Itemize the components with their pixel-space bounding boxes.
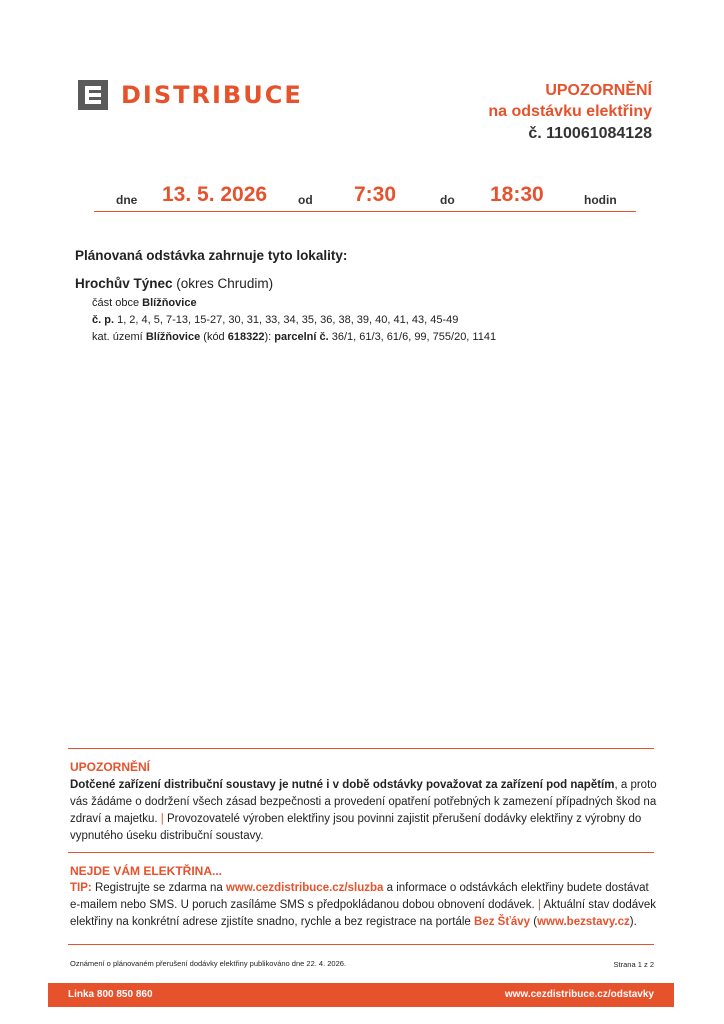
warning-heading: UPOZORNĚNÍ — [70, 760, 151, 774]
outage-from-time: 7:30 — [354, 183, 397, 206]
page-number: Strana 1 z 2 — [613, 960, 654, 969]
warning-text-2: Provozovatelé výroben elektřiny jsou povinni zajistit přerušení dodávky elektřiny z výrobny do vypnutého úseku distribuční soustavy. — [70, 813, 642, 842]
parcels-line — [92, 331, 496, 343]
paren-close: ). — [629, 916, 637, 928]
notice-title-line2: na odstávku elektřiny — [488, 103, 652, 120]
cadastre-code: 618322 — [227, 331, 265, 343]
part-line — [92, 297, 197, 309]
cadastre-label: kat. území — [92, 331, 143, 343]
part-label: část obce — [92, 297, 140, 309]
parcel-numbers: 36/1, 61/3, 61/6, 99, 755/20, 1141 — [331, 331, 497, 343]
footer-bar — [48, 983, 674, 1007]
outages-url[interactable]: www.cezdistribuce.cz/odstavky — [504, 989, 654, 1000]
hours-label: hodin — [584, 193, 617, 207]
no-power-body — [70, 880, 660, 931]
divider — [68, 748, 654, 749]
warning-text-1: , a proto vás žádáme o dodržení všech zásad bezpečnosti a provedení opatření potřebných k zamezení případných škod na zdraví a majetku. — [70, 779, 657, 825]
district: (okres Chrudim) — [176, 276, 274, 291]
hotline[interactable]: Linka 800 850 860 — [68, 989, 153, 1000]
code-label: (kód — [203, 331, 225, 343]
warning-bold-text: Dotčené zařízení distribuční soustavy je nutné i v době odstávky považovat za zařízení pod napětím — [70, 779, 615, 791]
divider — [68, 944, 654, 945]
paren-open: ( — [533, 916, 538, 928]
outage-date: 13. 5. 2026 — [162, 183, 268, 206]
code-suffix: ): — [264, 331, 272, 343]
from-label: od — [298, 193, 313, 207]
cez-logo-icon — [78, 80, 108, 110]
notice-number: č. 110061084128 — [528, 125, 652, 142]
outage-to-time: 18:30 — [490, 183, 544, 206]
portal-name: Bez Šťávy — [474, 916, 531, 928]
tip-text-3: Aktuální stav dodávek elektřiny na konkrétní adrese zjistíte snadno, rychle a bez registrace na portále — [70, 899, 657, 928]
scope-heading: Plánovaná odstávka zahrnuje tyto lokality: — [75, 248, 348, 263]
outage-date-row — [94, 182, 636, 212]
brand-logo — [78, 80, 303, 110]
notice-title-line1: UPOZORNĚNÍ — [545, 82, 652, 99]
parcels-label: parcelní č. — [274, 331, 329, 343]
no-power-heading: NEJDE VÁM ELEKTŘINA... — [70, 864, 223, 878]
warning-body — [70, 777, 660, 845]
date-label: dne — [116, 193, 138, 207]
notice-title — [488, 81, 652, 145]
service-link[interactable]: www.cezdistribuce.cz/sluzba — [225, 882, 384, 894]
divider — [68, 852, 654, 853]
tip-text-2: a informace o odstávkách elektřiny budete dostávat e-mailem nebo SMS. U poruch zasíláme SMS s předpokládanou dobou obnovení dodávek. — [70, 882, 649, 911]
tip-text-1: Registrujte se zdarma na — [94, 882, 223, 894]
separator: | — [537, 899, 541, 911]
bezstavy-link[interactable]: www.bezstavy.cz — [537, 916, 630, 928]
part-name: Blížňovice — [142, 297, 197, 309]
published-note: Oznámení o plánovaném přerušení dodávky elektřiny publikováno dne 22. 4. 2026. — [70, 959, 347, 968]
houses-label: č. p. — [92, 314, 115, 326]
town-name: Hrochův Týnec — [75, 276, 173, 291]
tip-label: TIP: — [70, 882, 92, 894]
to-label: do — [440, 193, 455, 207]
houses-line — [92, 314, 458, 326]
separator: | — [160, 813, 164, 825]
cadastre-name: Blížňovice — [145, 331, 201, 343]
town-line — [75, 276, 273, 291]
brand-name: DISTRIBUCE — [121, 81, 303, 109]
house-numbers: 1, 2, 4, 5, 7-13, 15-27, 30, 31, 33, 34, 35, 36, 38, 39, 40, 41, 43, 45-49 — [117, 314, 459, 326]
